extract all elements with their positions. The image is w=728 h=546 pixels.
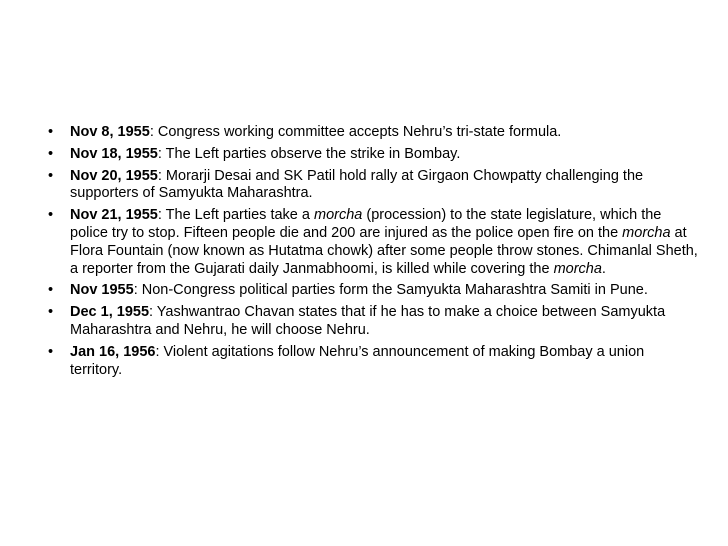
event-text: (procession) to the state legislature, which the police try to stop. Fifteen people die and 200 are injured as the police open fire on the: [70, 207, 662, 241]
list-item: [48, 282, 698, 300]
event-date: Jan 16, 1956: [70, 343, 156, 360]
event-text: : Yashwantrao Chavan states that if he has to make a choice between Samyukta Maharashtra and Nehru, he will choose Nehru.: [70, 304, 666, 338]
event-date: Nov 1955: [70, 282, 134, 299]
event-emphasis: morcha: [622, 224, 671, 241]
event-date: Nov 8, 1955: [70, 124, 150, 140]
event-date: Nov 20, 1955: [70, 167, 158, 184]
list-item: [48, 146, 698, 164]
list-item: [48, 304, 698, 340]
list-item: [48, 168, 698, 204]
event-text: : The Left parties observe the strike in Bombay.: [157, 145, 461, 162]
event-text: : Non-Congress political parties form the Samyukta Maharashtra Samiti in Pune.: [133, 282, 648, 299]
timeline-list: [48, 124, 698, 383]
event-text: at Flora Fountain (now known as Hutatma chowk) after some people throw stones. Chimanlal Sheth, a reporter from the Gujarati daily Janmabhoomi, is killed while covering the: [70, 224, 698, 277]
event-emphasis: morcha: [553, 260, 602, 277]
event-text: : Congress working committee accepts Nehru’s tri-state formula.: [149, 124, 562, 140]
event-text: .: [601, 260, 606, 277]
event-text: : The Left parties take a: [157, 207, 314, 224]
list-item: [48, 207, 698, 278]
event-date: Nov 21, 1955: [70, 207, 158, 224]
event-text: : Violent agitations follow Nehru’s announcement of making Bombay a union territory.: [70, 343, 645, 378]
list-item: [48, 124, 698, 142]
event-emphasis: morcha: [313, 207, 363, 224]
list-item: [48, 344, 698, 380]
event-text: : Morarji Desai and SK Patil hold rally at Girgaon Chowpatty challenging the supporters of Samyukta Maharashtra.: [70, 167, 644, 202]
event-date: Nov 18, 1955: [70, 145, 158, 162]
event-date: Dec 1, 1955: [70, 304, 150, 321]
